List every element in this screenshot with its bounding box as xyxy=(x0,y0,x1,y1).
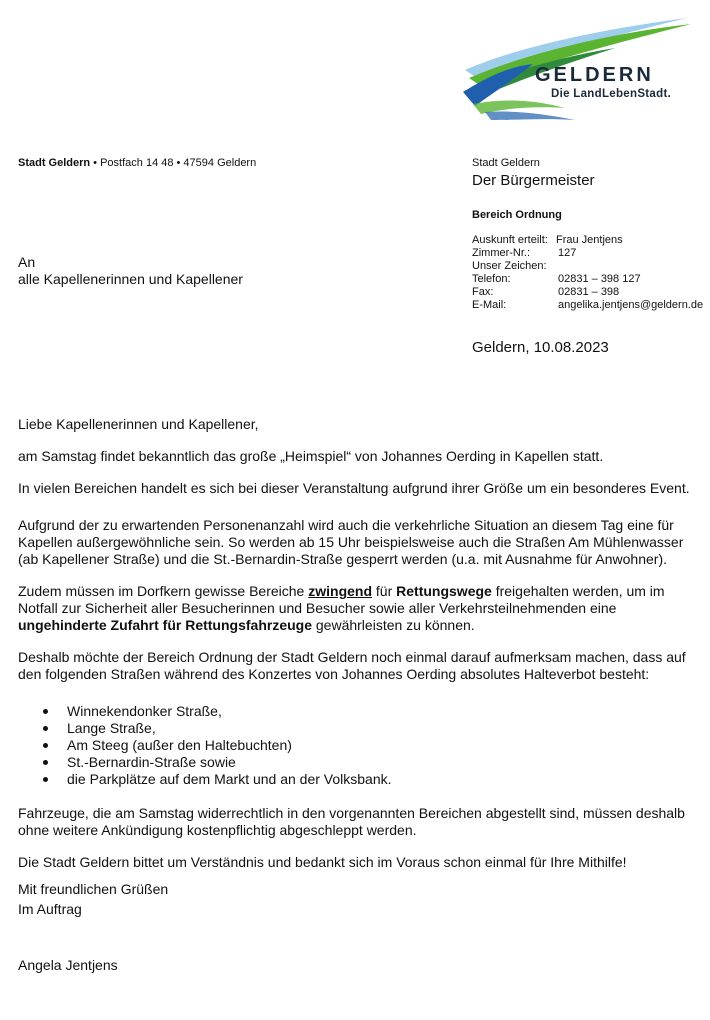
list-item: St.-Bernardin-Straße sowie xyxy=(18,754,703,771)
info-value: 02831 – 398 127 xyxy=(558,273,641,285)
logo-slogan: Die LandLebenStadt. xyxy=(551,88,672,100)
info-label: Fax: xyxy=(472,286,494,298)
sender-name: Stadt Geldern xyxy=(18,157,91,169)
info-label: Telefon: xyxy=(472,273,511,285)
info-label: E-Mail: xyxy=(472,299,507,311)
letter-date: Geldern, 10.08.2023 xyxy=(472,339,609,356)
right-city: Stadt Geldern xyxy=(472,157,540,169)
info-value: 02831 – 398 xyxy=(558,286,620,298)
emphasis-zwingend: zwingend xyxy=(308,583,373,599)
emphasis-rettungswege: Rettungswege xyxy=(396,583,492,599)
list-item: Am Steeg (außer den Haltebuchten) xyxy=(18,737,703,754)
info-value: Frau Jentjens xyxy=(556,234,623,246)
logo-name: GELDERN xyxy=(535,64,654,86)
letter-body xyxy=(18,416,703,886)
p4-text: freigehalten werden, um im Notfall zur Sicherheit aller Besucherinnen und Besucher sowie aller Verkehrsteilnehmenden eine xyxy=(18,583,665,616)
right-mayor: Der Bürgermeister xyxy=(472,172,595,189)
paragraph-1: am Samstag findet bekanntlich das große „Heimspiel“ von Johannes Oerding in Kapellen statt. xyxy=(18,448,604,464)
paragraph-5: Deshalb möchte der Bereich Ordnung der Stadt Geldern noch einmal darauf aufmerksam machen, dass auf den folgenden Straßen während des Konzertes von Johannes Oerding absolutes Halteverbot besteht: xyxy=(18,649,686,682)
list-item: die Parkplätze auf dem Markt und an der Volksbank. xyxy=(18,771,703,788)
paragraph-6: Fahrzeuge, die am Samstag widerrechtlich in den vorgenannten Bereichen abgestellt sind, müssen deshalb ohne weitere Ankündigung kostenpflichtig abgeschleppt werden. xyxy=(18,805,685,838)
p4-text: Zudem müssen im Dorfkern gewisse Bereiche xyxy=(18,583,309,599)
list-item: Lange Straße, xyxy=(18,720,703,737)
closing-greeting: Mit freundlichen Grüßen xyxy=(18,881,169,897)
info-label: Auskunft erteilt: xyxy=(472,234,548,246)
email-link[interactable]: angelika.jentjens@geldern.de xyxy=(558,299,704,311)
p4-text: gewährleisten zu können. xyxy=(312,617,475,633)
salutation: Liebe Kapellenerinnen und Kapellener, xyxy=(18,416,259,432)
info-label: Zimmer-Nr.: xyxy=(472,247,531,259)
closing-block xyxy=(18,879,168,919)
paragraph-3: Aufgrund der zu erwartenden Personenanzahl wird auch die verkehrliche Situation an diesem Tag eine für Kapellen außergewöhnliche sein. So werden ab 15 Uhr beispielsweise auch die Straßen Am Mühlenwasser (ab Kapellener Straße) und die St.-Bernardin-Straße gesperrt werden (u.a. mit Ausnahme für Anwohner). xyxy=(18,517,684,567)
list-item: Winnekendonker Straße, xyxy=(18,703,703,720)
recipient-line-2: alle Kapellenerinnen und Kapellener xyxy=(18,271,243,287)
right-department: Bereich Ordnung xyxy=(472,209,562,221)
recipient-block xyxy=(18,254,243,288)
sender-address: • Postfach 14 48 • 47594 Geldern xyxy=(90,157,257,169)
signature-name: Angela Jentjens xyxy=(18,957,118,973)
emphasis-zufahrt: ungehinderte Zufahrt für Rettungsfahrzeuge xyxy=(18,617,312,633)
street-list xyxy=(18,703,703,788)
paragraph-7: Die Stadt Geldern bittet um Verständnis und bedankt sich im Voraus schon einmal für Ihre Mithilfe! xyxy=(18,854,627,870)
info-value: 127 xyxy=(558,247,577,259)
sender-line xyxy=(18,157,256,169)
paragraph-2: In vielen Bereichen handelt es sich bei dieser Veranstaltung aufgrund ihrer Größe um ein besonderes Event. xyxy=(18,480,690,496)
paragraph-4 xyxy=(18,583,703,634)
closing-on-behalf: Im Auftrag xyxy=(18,901,82,917)
info-label: Unser Zeichen: xyxy=(472,260,547,272)
p4-text: für xyxy=(372,583,397,599)
geldern-logo xyxy=(455,8,705,128)
recipient-line-1: An xyxy=(18,254,36,270)
